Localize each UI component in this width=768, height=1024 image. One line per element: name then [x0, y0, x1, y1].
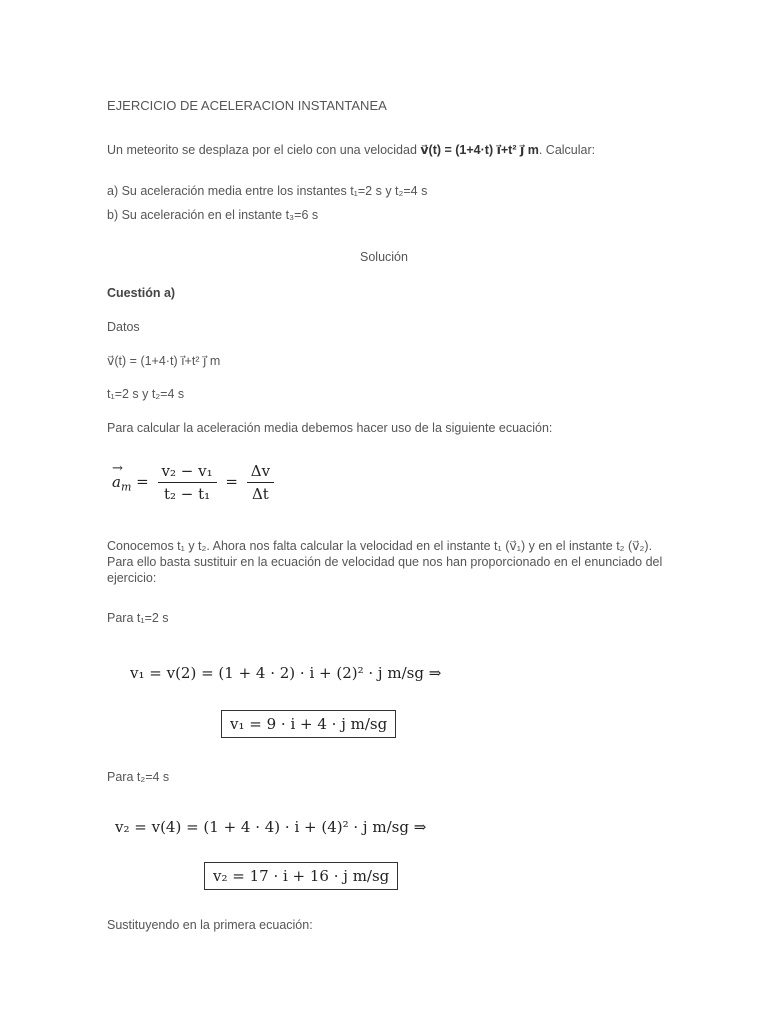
intro-suffix: . Calcular: [538, 143, 596, 157]
eq-am-denominator: t₂ − t₁ [163, 485, 211, 503]
eq-am-symbol: → a [112, 473, 121, 491]
document-title: EJERCICIO DE ACELERACION INSTANTANEA [107, 98, 387, 113]
v2-equation: v₂ = v(4) = (1 + 4 · 4) · i + (4)² · j m/sg ⇒ [115, 818, 427, 836]
section-heading-a: Cuestión a) [107, 286, 176, 300]
velocity-data: v⃗(t) = (1+4·t) i⃗+t² j⃗ m [107, 354, 221, 368]
eq-am-numerator-delta: Δv [247, 462, 274, 483]
eq-am-subscript: m [120, 480, 132, 494]
substitution-text: Sustituyendo en la primera ecuación: [107, 918, 313, 932]
intro-formula: v⃗(t) = (1+4·t) i⃗+t² j⃗ m [420, 143, 539, 157]
v2-result-box: v₂ = 17 · i + 16 · j m/sg [204, 862, 398, 890]
case-t1-label: Para t₁=2 s [107, 611, 169, 625]
eq-am-fraction-1 [158, 462, 217, 503]
case-t2-label: Para t₂=4 s [107, 770, 170, 784]
time-data: t₁=2 s y t₂=4 s [107, 387, 185, 401]
eq-am-numerator: v₂ − v₁ [158, 462, 217, 483]
explanation-paragraph: Conocemos t₁ y t₂. Ahora nos falta calcular la velocidad en el instante t₁ (v⃗₁) y en el instante t₂ (v⃗₂). Para ello basta sustituir en la ecuación de velocidad que nos han proporcionado en el enunciado del ejercicio: [107, 539, 663, 585]
data-label: Datos [107, 320, 140, 334]
v1-result-box: v₁ = 9 · i + 4 · j m/sg [221, 710, 396, 738]
eq-am-denominator-delta: Δt [251, 485, 269, 503]
instruction-text: Para calcular la aceleración media debemos hacer uso de la siguiente ecuación: [107, 421, 553, 435]
solution-heading: Solución [360, 250, 408, 264]
v1-equation: v₁ = v(2) = (1 + 4 · 2) · i + (2)² · j m/sg ⇒ [130, 664, 442, 682]
mean-acceleration-equation: → $a_m$ = $\frac{\text{v₂ − v₁}}{\text{t₂ − t₁}}$ = $\frac{\Delta v}{\Delta t}$ [112, 462, 278, 503]
intro-prefix: Un meteorito se desplaza por el cielo con una velocidad [107, 143, 421, 157]
problem-statement [107, 142, 595, 157]
question-b: b) Su aceleración en el instante t₃=6 s [107, 208, 319, 222]
question-a: a) Su aceleración media entre los instantes t₁=2 s y t₂=4 s [107, 184, 428, 198]
eq-am-fraction-2 [247, 462, 274, 503]
